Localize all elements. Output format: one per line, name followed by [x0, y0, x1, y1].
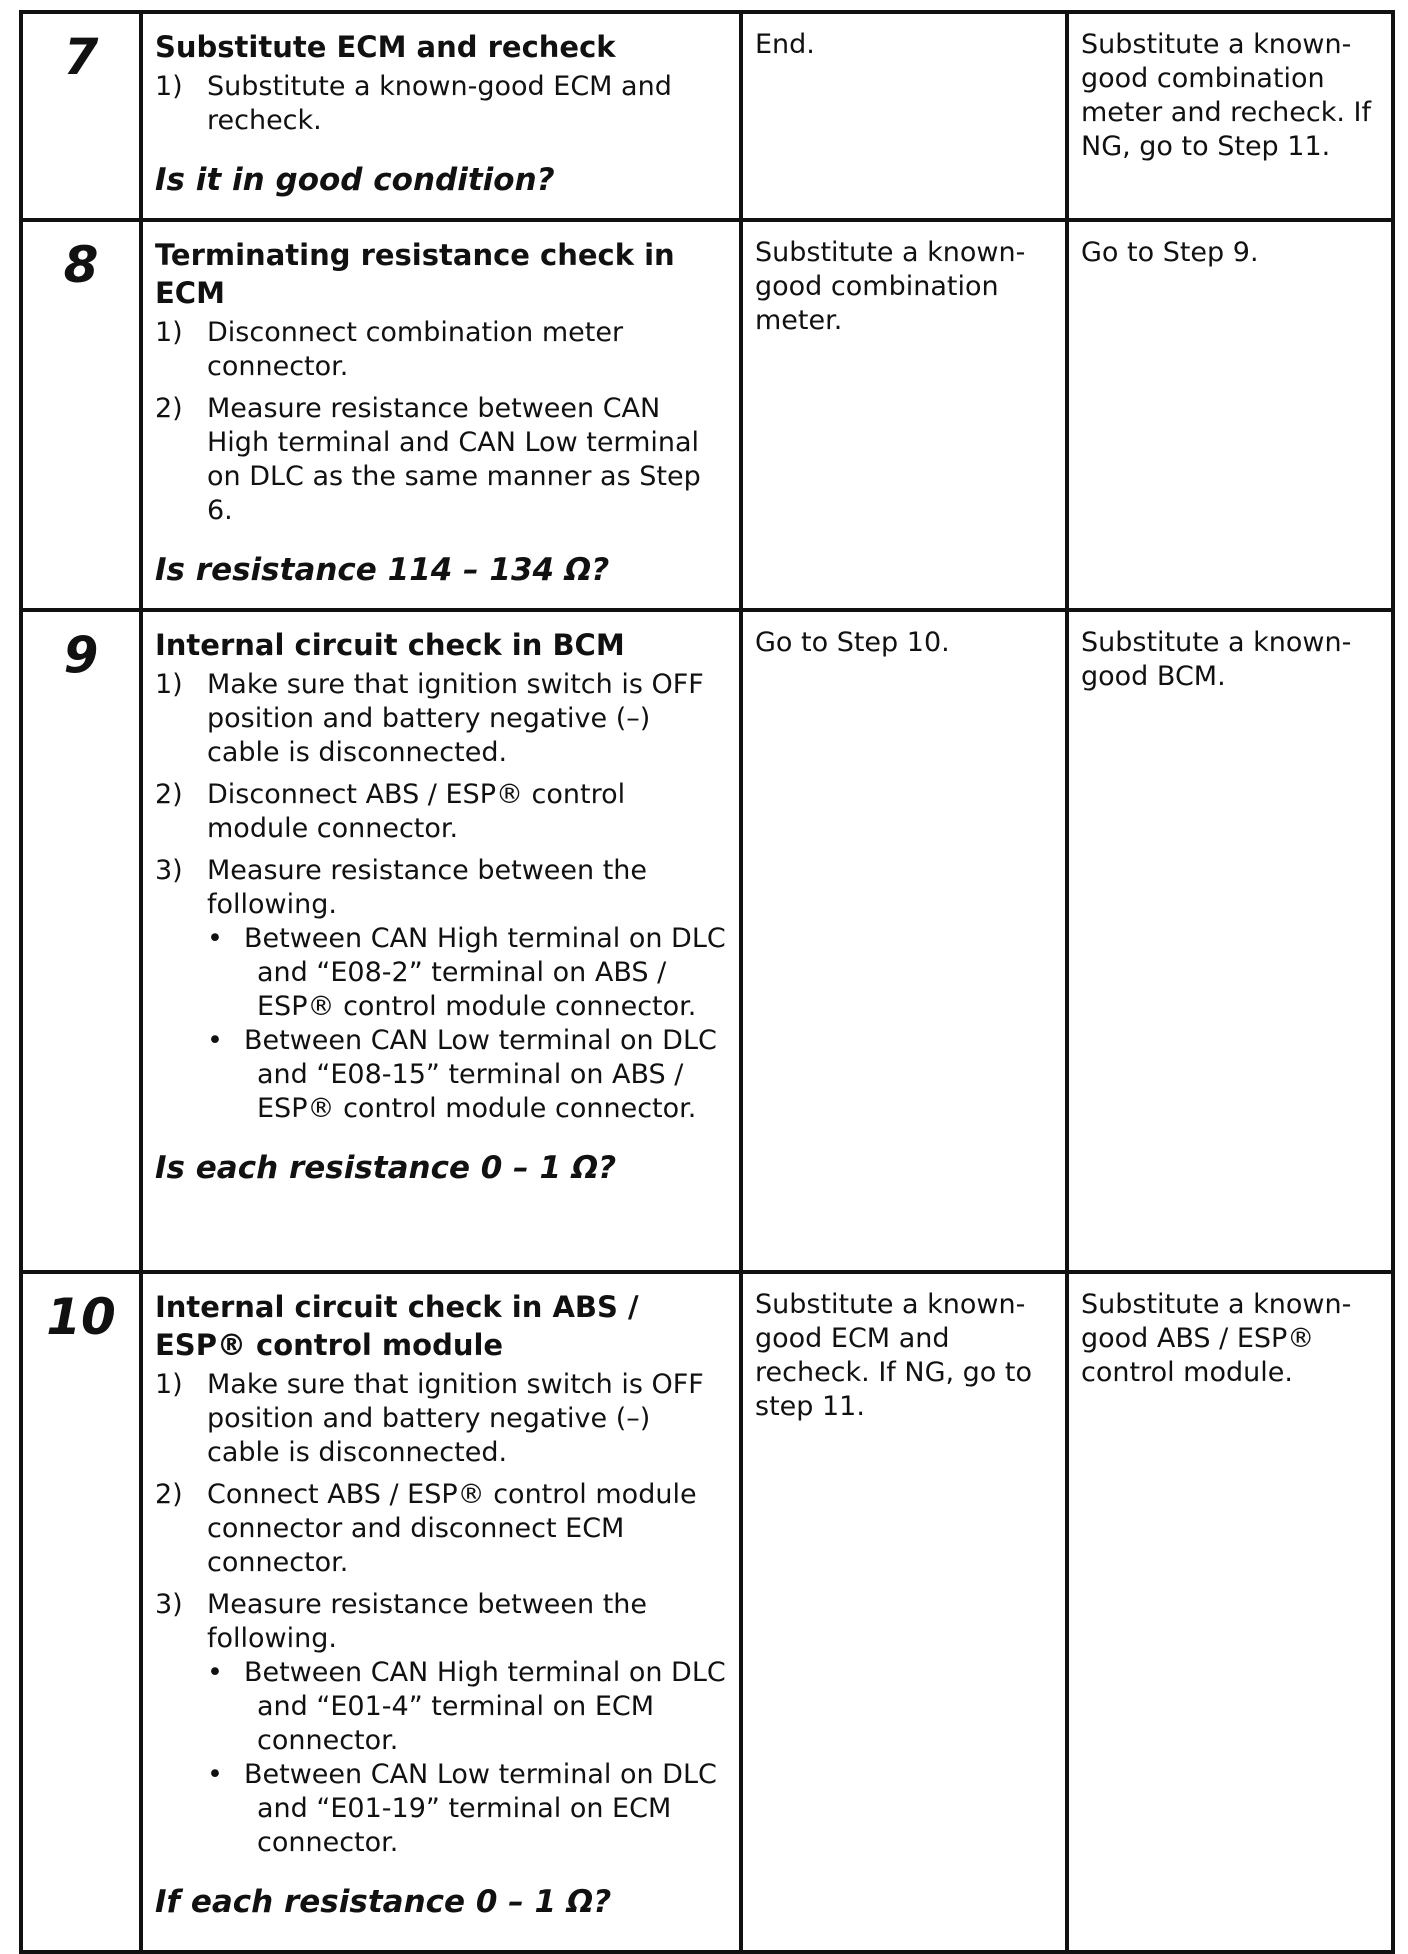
substep-text: Disconnect combination meter connector. — [207, 317, 624, 382]
yes-result: Substitute a known-good ECM and recheck. If NG, go to step 11. — [755, 1289, 1033, 1422]
step-number-cell — [21, 1272, 141, 1952]
step-question: If each resistance 0 – 1 Ω? — [155, 1884, 612, 1920]
bullet-item — [207, 922, 727, 1024]
substep-text: Measure resistance between the following. — [207, 1589, 648, 1654]
substep-item — [155, 70, 727, 138]
substep-item — [155, 778, 727, 846]
substep-item — [155, 392, 727, 528]
no-result-cell — [1067, 1272, 1393, 1952]
step-row — [21, 610, 1393, 1272]
bullet-item — [207, 1656, 727, 1758]
substep-list — [155, 316, 727, 528]
bullet-item — [207, 1024, 727, 1126]
substep-number: 1) — [155, 669, 183, 700]
substep-list — [155, 668, 727, 1126]
substep-number: 3) — [155, 1589, 183, 1620]
substep-number: 2) — [155, 393, 183, 424]
bullet-icon: • — [207, 923, 223, 954]
table-body — [21, 12, 1393, 1952]
substep-number: 1) — [155, 1369, 183, 1400]
substep-text: Substitute a known-good ECM and recheck. — [207, 71, 672, 136]
step-title: Internal circuit check in ABS / ESP® control module — [155, 1290, 639, 1362]
bullet-list — [207, 922, 727, 1126]
no-result: Go to Step 9. — [1081, 237, 1259, 268]
action-cell — [141, 1272, 741, 1952]
step-number-cell — [21, 12, 141, 220]
substep-text: Connect ABS / ESP® control module connector and disconnect ECM connector. — [207, 1479, 697, 1578]
yes-result-cell — [741, 1272, 1067, 1952]
step-number: 10 — [46, 1288, 116, 1346]
step-number: 9 — [63, 626, 99, 684]
troubleshooting-table — [19, 10, 1395, 1954]
step-number: 7 — [63, 28, 99, 86]
yes-result: End. — [755, 29, 815, 60]
step-row — [21, 1272, 1393, 1952]
no-result-cell — [1067, 610, 1393, 1272]
bullet-item — [207, 1758, 727, 1860]
step-title: Substitute ECM and recheck — [155, 30, 616, 64]
substep-text: Measure resistance between the following. — [207, 855, 648, 920]
step-number: 8 — [63, 236, 99, 294]
substep-number: 1) — [155, 317, 183, 348]
action-cell — [141, 12, 741, 220]
substep-number: 3) — [155, 855, 183, 886]
bullet-list — [207, 1656, 727, 1860]
no-result: Substitute a known-good combination meter and recheck. If NG, go to Step 11. — [1081, 29, 1371, 162]
no-result-cell — [1067, 12, 1393, 220]
bullet-text: Between CAN High terminal on DLC and “E01-4” terminal on ECM connector. — [244, 1657, 726, 1756]
step-question: Is it in good condition? — [155, 162, 555, 198]
substep-number: 1) — [155, 71, 183, 102]
yes-result-cell — [741, 610, 1067, 1272]
bullet-text: Between CAN Low terminal on DLC and “E08-15” terminal on ABS / ESP® control module connector. — [244, 1025, 717, 1124]
substep-item — [155, 668, 727, 770]
bullet-icon: • — [207, 1025, 223, 1056]
yes-result-cell — [741, 220, 1067, 610]
bullet-text: Between CAN High terminal on DLC and “E08-2” terminal on ABS / ESP® control module connector. — [244, 923, 726, 1022]
substep-item — [155, 854, 727, 1126]
yes-result: Substitute a known-good combination meter. — [755, 237, 1026, 336]
action-cell — [141, 220, 741, 610]
substep-text: Measure resistance between CAN High terminal and CAN Low terminal on DLC as the same manner as Step 6. — [207, 393, 701, 526]
no-result: Substitute a known-good ABS / ESP® control module. — [1081, 1289, 1352, 1388]
step-title: Terminating resistance check in ECM — [155, 238, 675, 310]
substep-list — [155, 1368, 727, 1860]
bullet-icon: • — [207, 1759, 223, 1790]
substep-item — [155, 1588, 727, 1860]
substep-list — [155, 70, 727, 138]
step-number-cell — [21, 610, 141, 1272]
substep-text: Make sure that ignition switch is OFF position and battery negative (–) cable is disconnected. — [207, 1369, 704, 1468]
substep-item — [155, 316, 727, 384]
yes-result-cell — [741, 12, 1067, 220]
bullet-icon: • — [207, 1657, 223, 1688]
substep-text: Make sure that ignition switch is OFF position and battery negative (–) cable is disconnected. — [207, 669, 704, 768]
substep-item — [155, 1478, 727, 1580]
step-row — [21, 12, 1393, 220]
substep-number: 2) — [155, 779, 183, 810]
no-result: Substitute a known-good BCM. — [1081, 627, 1352, 692]
step-row — [21, 220, 1393, 610]
step-number-cell — [21, 220, 141, 610]
action-cell — [141, 610, 741, 1272]
substep-text: Disconnect ABS / ESP® control module connector. — [207, 779, 626, 844]
bullet-text: Between CAN Low terminal on DLC and “E01-19” terminal on ECM connector. — [244, 1759, 717, 1858]
yes-result: Go to Step 10. — [755, 627, 950, 658]
step-question: Is resistance 114 – 134 Ω? — [155, 552, 610, 588]
substep-number: 2) — [155, 1479, 183, 1510]
no-result-cell — [1067, 220, 1393, 610]
step-title: Internal circuit check in BCM — [155, 628, 625, 662]
substep-item — [155, 1368, 727, 1470]
step-question: Is each resistance 0 – 1 Ω? — [155, 1150, 617, 1186]
